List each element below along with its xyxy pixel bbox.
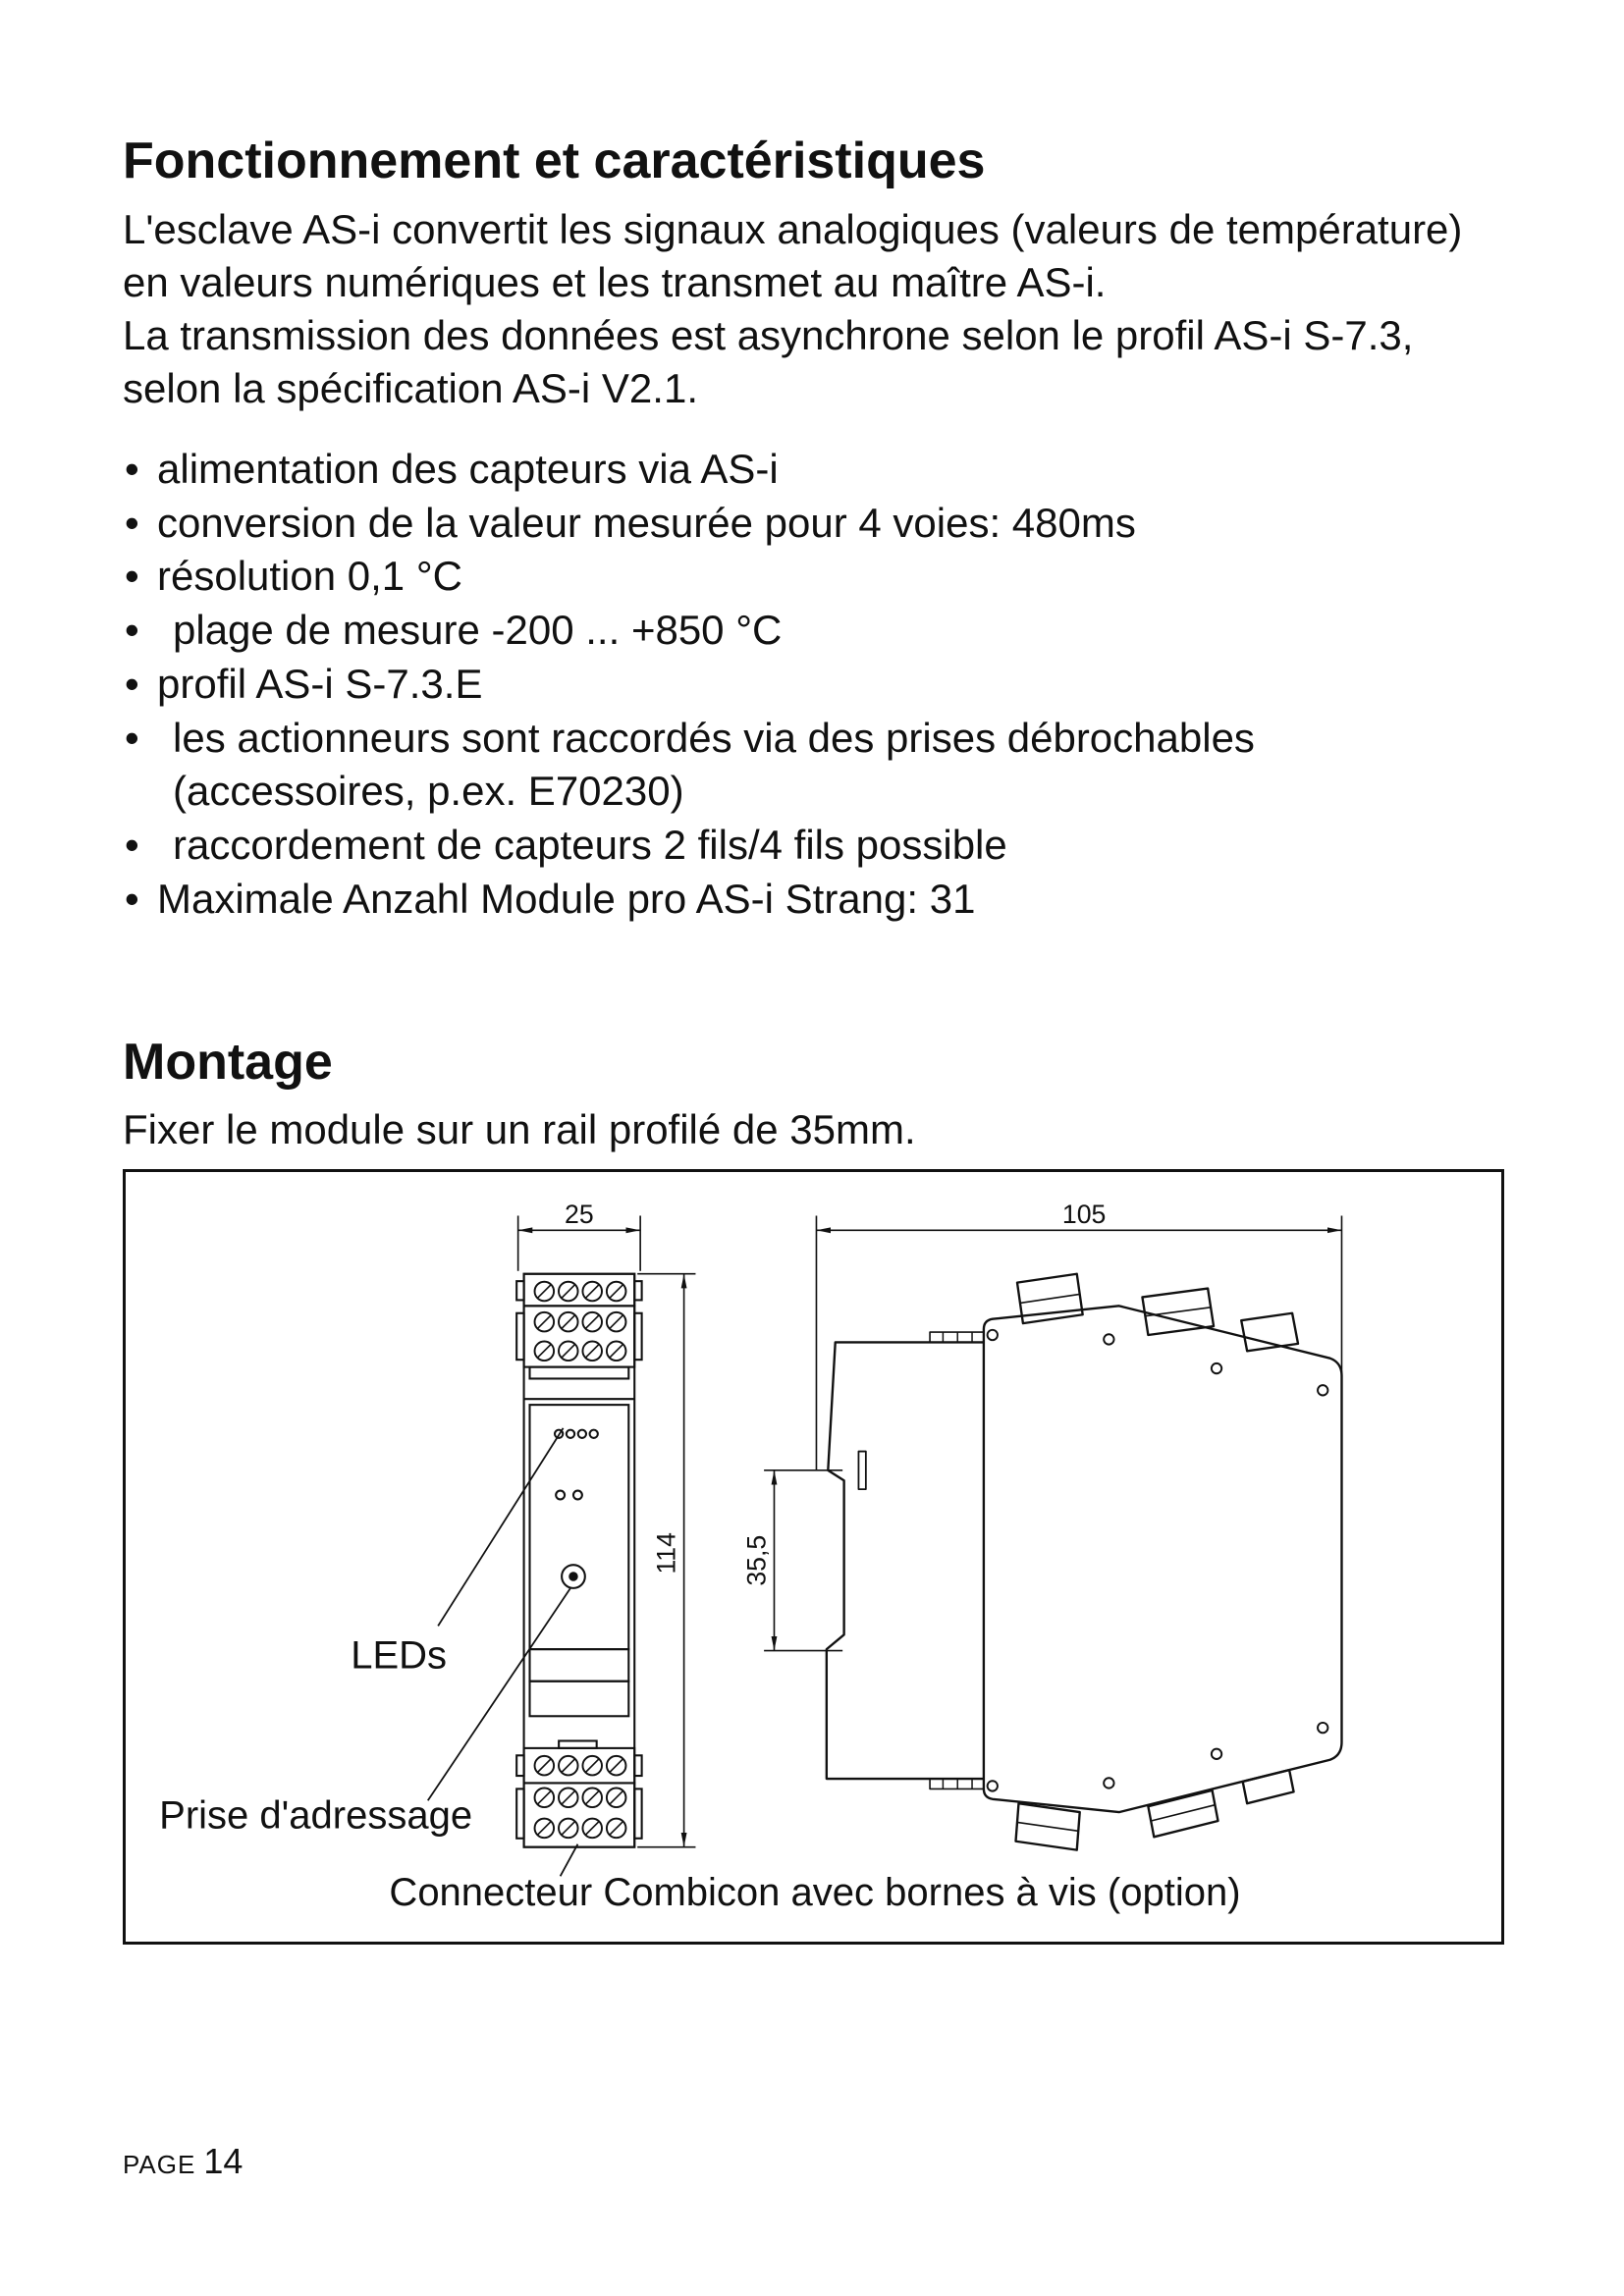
feature-text: résolution 0,1 °C	[157, 553, 462, 600]
housing-rivet	[1318, 1385, 1327, 1395]
side-tab	[634, 1755, 641, 1776]
terminal-screw-slot	[562, 1822, 575, 1836]
terminal-screws	[535, 1282, 626, 1838]
terminal-screw-slot	[610, 1344, 623, 1358]
feature-item	[123, 873, 1255, 927]
led-indicator	[567, 1430, 574, 1438]
housing-rivet	[1212, 1749, 1221, 1759]
leds-leader	[438, 1428, 563, 1627]
terminal-screw-slot	[562, 1790, 575, 1804]
housing-rivet	[1212, 1363, 1221, 1373]
housing-rivet	[1104, 1334, 1113, 1344]
terminal-screw-slot	[562, 1315, 575, 1329]
paragraph-line: L'esclave AS-i convertit les signaux analogiques (valeurs de température)	[123, 206, 1463, 252]
mounting-drawing	[126, 1172, 1501, 1942]
feature-text-continuation: (accessoires, p.ex. E70230)	[173, 768, 684, 815]
feature-text: plage de mesure -200 ... +850 °C	[173, 607, 783, 654]
terminal-screw-slot	[585, 1790, 599, 1804]
feature-item	[123, 550, 1255, 604]
terminal-screw-slot	[538, 1344, 552, 1358]
feature-item	[123, 604, 1255, 658]
dimension-side-depth-value: 105	[1061, 1199, 1107, 1229]
page-number: 14	[203, 2141, 244, 2181]
terminal-screw-slot	[585, 1315, 599, 1329]
terminal-screw-slot	[610, 1790, 623, 1804]
connector-label: Connecteur Combicon avec bornes à vis (option)	[389, 1870, 1241, 1914]
module-side-view	[827, 1274, 1342, 1850]
feature-text: les actionneurs sont raccordés via des prises débrochables	[173, 714, 1255, 761]
terminal-screw-slot	[538, 1315, 552, 1329]
housing-rivet	[988, 1330, 998, 1340]
module-front-view	[516, 1274, 641, 1847]
terminal-screw-slot	[585, 1759, 599, 1773]
terminal-screw-slot	[562, 1285, 575, 1299]
dimension-height-value: 114	[651, 1532, 681, 1575]
bottom-connector	[1243, 1770, 1294, 1803]
led-indicator	[578, 1430, 586, 1438]
status-indicator	[556, 1491, 565, 1500]
paragraph-line: La transmission des données est asynchrone selon le profil AS-i S-7.3,	[123, 312, 1414, 358]
function-paragraph	[123, 203, 1462, 415]
side-tab	[634, 1281, 641, 1300]
feature-list	[123, 443, 1255, 926]
led-indicator	[590, 1430, 598, 1438]
feature-item	[123, 819, 1255, 873]
dimension-rail	[764, 1470, 842, 1651]
paragraph-line: selon la spécification AS-i V2.1.	[123, 365, 698, 411]
terminal-screw-slot	[538, 1285, 552, 1299]
side-tab	[516, 1755, 523, 1776]
top-connector	[1241, 1313, 1298, 1352]
mounting-diagram-frame	[123, 1169, 1504, 1945]
feature-item	[123, 658, 1255, 712]
page-footer	[123, 2140, 243, 2191]
terminal-screw-slot	[610, 1285, 623, 1299]
top-terminal-block	[524, 1306, 635, 1366]
terminal-screw-slot	[562, 1344, 575, 1358]
terminal-screw-slot	[562, 1759, 575, 1773]
address-socket-pin	[569, 1573, 576, 1579]
page-label: PAGE	[123, 2150, 196, 2179]
terminal-screw-slot	[538, 1790, 552, 1804]
bottom-connector-edge	[1017, 1822, 1078, 1831]
feature-item	[123, 443, 1255, 497]
feature-text: conversion de la valeur mesurée pour 4 voies: 480ms	[157, 499, 1136, 546]
side-tab	[516, 1789, 523, 1838]
dimension-front-width-value: 25	[565, 1199, 594, 1229]
housing-rivet	[1318, 1723, 1327, 1733]
feature-item	[123, 497, 1255, 551]
leds-label: LEDs	[351, 1633, 448, 1678]
terminal-screw-slot	[585, 1285, 599, 1299]
side-tab	[516, 1313, 523, 1360]
housing-rivet	[1104, 1778, 1113, 1788]
terminal-screw-slot	[610, 1822, 623, 1836]
top-connector-edge	[1020, 1294, 1080, 1303]
address-socket-leader	[428, 1588, 570, 1800]
housing-rivet	[988, 1781, 998, 1790]
feature-text: raccordement de capteurs 2 fils/4 fils possible	[173, 821, 1007, 868]
terminal-screw-slot	[585, 1344, 599, 1358]
side-tab	[516, 1281, 523, 1300]
section-title-function: Fonctionnement et caractéristiques	[123, 133, 986, 189]
mounting-instruction: Fixer le module sur un rail profilé de 35mm.	[123, 1106, 916, 1152]
bottom-connector-notch	[559, 1740, 597, 1747]
terminal-screw-slot	[610, 1759, 623, 1773]
bottom-terminal-row-housing	[524, 1748, 635, 1784]
front-panel	[530, 1405, 629, 1649]
terminal-screw-slot	[585, 1822, 599, 1836]
side-tab	[634, 1313, 641, 1360]
bottom-connector-edge	[1151, 1805, 1215, 1821]
feature-item	[123, 712, 1255, 819]
top-connector-edge	[1145, 1308, 1211, 1316]
housing-outline	[984, 1306, 1342, 1812]
paragraph-line: en valeurs numériques et les transmet au maître AS-i.	[123, 259, 1107, 305]
feature-text: alimentation des capteurs via AS-i	[157, 446, 779, 492]
clip-slot	[858, 1452, 865, 1490]
address-socket-label: Prise d'adressage	[159, 1793, 473, 1838]
dimension-rail-value: 35,5	[741, 1534, 772, 1586]
lower-band	[530, 1649, 629, 1682]
feature-text: profil AS-i S-7.3.E	[157, 660, 483, 707]
side-tab	[634, 1789, 641, 1838]
terminal-screw-slot	[610, 1315, 623, 1329]
terminal-screw-slot	[538, 1822, 552, 1836]
status-indicator	[573, 1491, 582, 1500]
lower-band	[530, 1682, 629, 1717]
section-title-mounting: Montage	[123, 1034, 333, 1091]
terminal-screw-slot	[538, 1759, 552, 1773]
rail-clip-outline	[827, 1342, 984, 1779]
top-connector-base	[530, 1367, 629, 1379]
feature-text: Maximale Anzahl Module pro AS-i Strang: 31	[157, 875, 976, 922]
